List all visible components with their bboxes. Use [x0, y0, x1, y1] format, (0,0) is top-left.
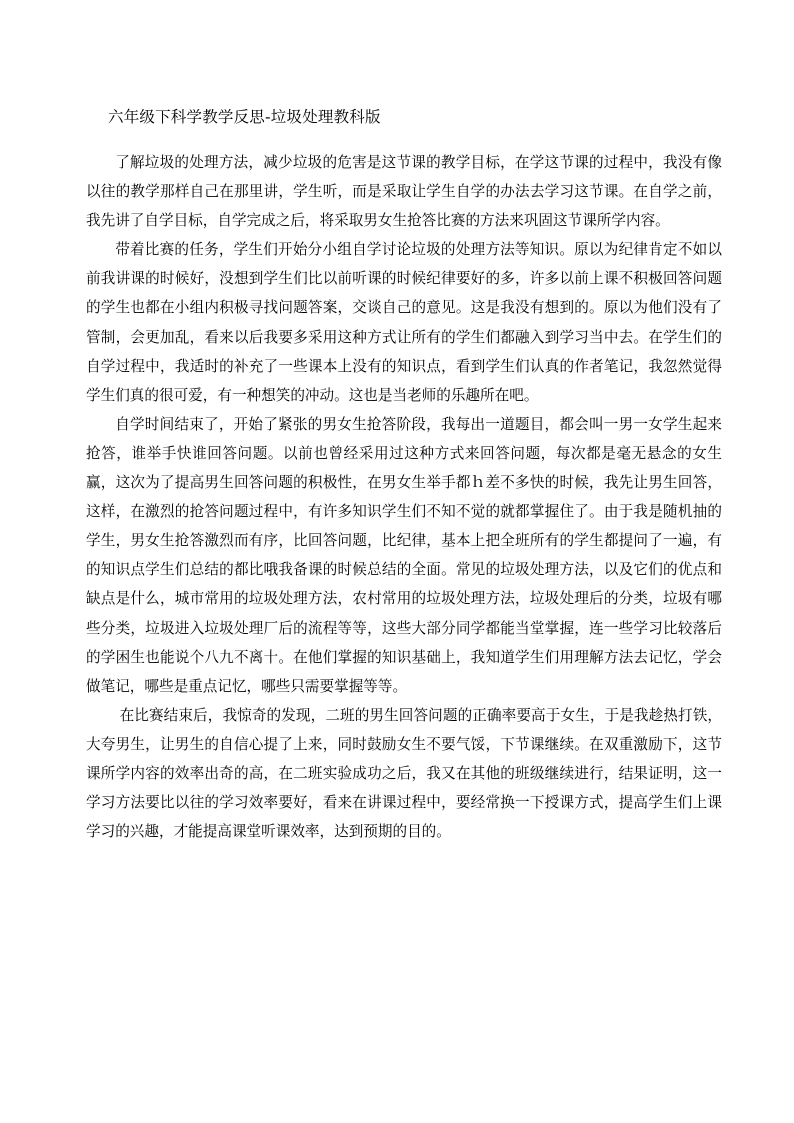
paragraph-4: 在比赛结束后，我惊奇的发现，二班的男生回答问题的正确率要高于女生，于是我趁热打铁，大夸男生，让男生的自信心提了上来，同时鼓励女生不要气馁，下节课继续。在双重激励下，这节课所学内容的效率出奇的高，在二班实验成功之后，我又在其他的班级继续进行，结果证明，这一学习方法要比以往的学习效率要好，看来在讲课过程中，要经常换一下授课方式，提高学生们上课学习的兴趣，才能提高课堂听课效率，达到预期的目的。 [86, 706, 722, 841]
paragraph-3: 自学时间结束了，开始了紧张的男女生抢答阶段，我每出一道题目，都会叫一男一女学生起来抢答，谁举手快谁回答问题。以前也曾经采用过这种方式来回答问题，每次都是毫无悬念的女生赢，这次为了提高男生回答问题的积极性，在男女生举手都ｈ差不多快的时候，我先让男生回答，这样，在激烈的抢答问题过程中，有许多知识学生们不知不觉的就都掌握住了。由于我是随机抽的学生，男女生抢答激烈而有序，比回答问题，比纪律，基本上把全班所有的学生都提问了一遍，有的知识点学生们总结的都比哦我备课的时候总结的全面。常见的垃圾处理方法，以及它们的优点和缺点是什么，城市常用的垃圾处理方法，农村常用的垃圾处理方法，垃圾处理后的分类，垃圾有哪些分类，垃圾进入垃圾处理厂后的流程等等，这些大部分同学都能当堂掌握，连一些学习比较落后的学困生也能说个八九不离十。在他们掌握的知识基础上，我知道学生们用理解方法去记忆，学会做笔记，哪些是重点记忆，哪些只需要掌握等等。 [86, 415, 722, 695]
document-title: 六年级下科学教学反思-垃圾处理教科版 [108, 108, 381, 126]
paragraph-1: 了解垃圾的处理方法，减少垃圾的危害是这节课的教学目标，在学这节课的过程中，我没有像以往的教学那样自己在那里讲，学生听，而是采取让学生自学的办法去学习这节课。在自学之前，我先讲了自学目标，自学完成之后，将采取男女生抢答比赛的方法来巩固这节课所学内容。 [86, 154, 722, 230]
paragraph-2: 带着比赛的任务，学生们开始分小组自学讨论垃圾的处理方法等知识。原以为纪律肯定不如以前我讲课的时候好，没想到学生们比以前听课的时候纪律要好的多，许多以前上课不积极回答问题的学生也都在小组内积极寻找问题答案，交谈自己的意见。这是我没有想到的。原以为他们没有了管制，会更加乱，看来以后我要多采用这种方式让所有的学生们都融入到学习当中去。在学生们的自学过程中，我适时的补充了一些课本上没有的知识点，看到学生们认真的作者笔记，我忽然觉得学生们真的很可爱，有一种想笑的冲动。这也是当老师的乐趣所在吧。 [86, 241, 722, 404]
document-body [86, 148, 722, 846]
